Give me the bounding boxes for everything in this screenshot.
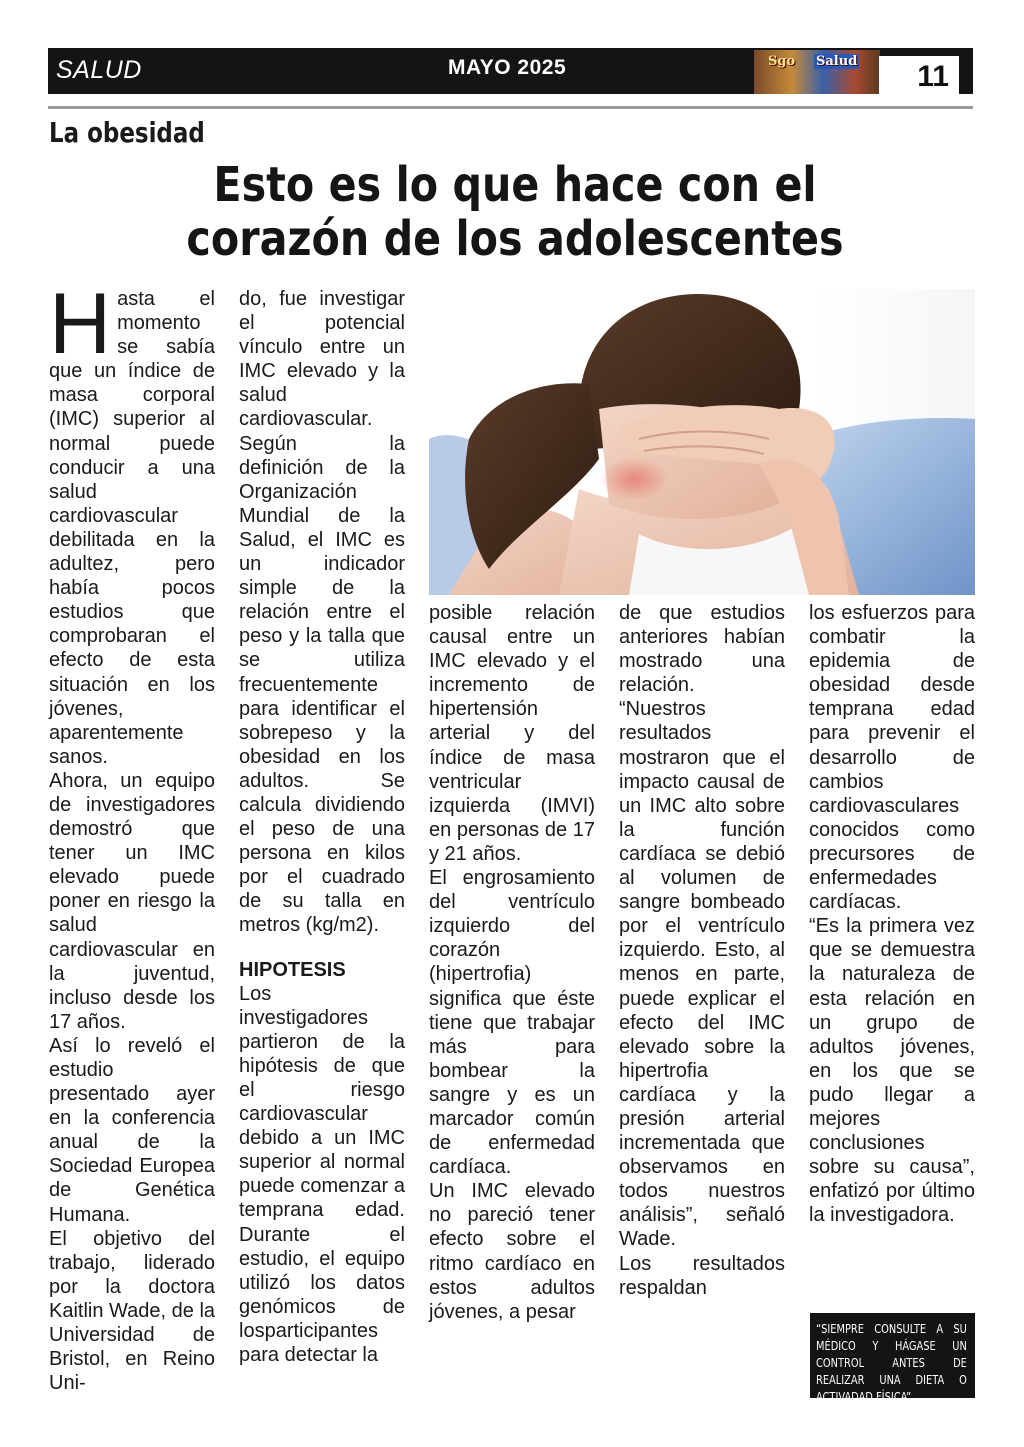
article-kicker: La obesidad: [49, 116, 205, 149]
article-headline: Esto es lo que hace con el corazón de los adolescentes: [186, 157, 844, 267]
header-bar: [48, 48, 973, 94]
article-column-3: [429, 601, 595, 1324]
paragraph: Los resultados respaldan: [619, 1252, 785, 1299]
paragraph: “Es la primera vez que se demuestra la naturaleza de esta relación en un grupo de adultos jóvenes, en los que se pudo llegar a mejores conclusiones sobre su causa”, enfatizó por último la investigadora.: [809, 915, 975, 1227]
paragraph: do, fue investigar el potencial vínculo entre un IMC elevado y la salud cardiovascular.: [239, 288, 405, 431]
article-column-5: [809, 601, 975, 1227]
section-subheading: HIPOTESIS: [239, 958, 346, 981]
paragraph: El engrosamiento del ventrículo izquierdo del corazón (hipertrofia) significa que éste tiene que trabajar más para bombear la sangre y es un marcador común de enfermedad cardíaca.: [429, 867, 595, 1179]
issue-date: MAYO 2025: [448, 56, 567, 79]
logo-text-2: Salud: [816, 54, 858, 69]
article-column-1: [49, 276, 216, 1395]
photo-illustration: [429, 289, 975, 595]
article-photo: [429, 289, 975, 595]
paragraph: posible relación causal entre un IMC elevado y el incremento de hipertensión arterial y del índice de masa ventricular izquierda (IMVI) en personas de 17 y 21 años.: [429, 602, 595, 865]
article-column-2: [239, 287, 405, 1367]
page-number: 11: [917, 60, 949, 93]
paragraph: El objetivo del trabajo, liderado por la doctora Kaitlin Wade, de la Universidad de Bristol, en Reino Uni-: [49, 1227, 216, 1395]
paragraph: “Nuestros resultados mostraron que el impacto causal de un IMC alto sobre la función cardíaca se debió al volumen de sangre bombeado por el ventrículo izquierdo. Esto, al menos en parte, puede explicar el efecto del IMC elevado sobre la hipertrofia cardíaca y la presión arterial incrementada que observamos en todos nuestros análisis”, señaló Wade.: [619, 698, 785, 1251]
publication-logo: [754, 50, 880, 94]
advice-callout-text: “SIEMPRE CONSULTE A SU MÉDICO Y HÁGASE UN CONTROL ANTES DE REALIZAR UNA DIETA O ACTIVADAD FÍSICA”: [816, 1322, 967, 1404]
article-column-4: [619, 601, 785, 1300]
paragraph: Según la definición de la Organización Mundial de la Salud, el IMC es un indicador simple de la relación entre el peso y la talla que se utiliza frecuentemente para identificar el sobrepeso y la obesidad en los adultos. Se calcula dividiendo el peso de una persona en kilos por el cuadrado de su talla en metros (kg/m2).: [239, 432, 405, 937]
paragraph: los esfuerzos para combatir la epidemia de obesidad desde temprana edad para prevenir el desarrollo de cambios cardiovasculares conocidos como precursores de enfermedades cardíacas.: [809, 602, 975, 914]
header-rule: [48, 106, 973, 109]
logo-text-1: Sgo: [768, 54, 796, 69]
paragraph: Así lo reveló el estudio presentado ayer en la conferencia anual de la Sociedad Europea de Genética Humana.: [49, 1034, 215, 1226]
page-number-box: [879, 56, 959, 94]
paragraph: Un IMC elevado no pareció tener efecto sobre el ritmo cardíaco en estos adultos jóvenes, a pesar: [429, 1180, 595, 1323]
advice-callout-box: [810, 1313, 975, 1404]
paragraph: Ahora, un equipo de investigadores demostró que tener un IMC elevado puede poner en riesgo la salud cardiovascular en la juventud, incluso desde los 17 años.: [49, 769, 215, 1033]
drop-cap: H: [49, 276, 112, 372]
section-label: SALUD: [56, 56, 142, 84]
paragraph: asta el momento se sabía que un índice de masa corporal (IMC) superior al normal puede conducir a una salud cardiovascular debilitada en la adultez, pero había pocos estudios que comprobaran el efecto de esta situación en los jóvenes, aparentemente sanos.: [49, 288, 215, 768]
paragraph: Los investigadores partieron de la hipótesis de que el riesgo cardiovascular debido a un IMC superior al normal puede comenzar a temprana edad. Durante el estudio, el equipo utilizó los datos genómicos de losparticipantes para detectar la: [239, 982, 405, 1367]
paragraph: de que estudios anteriores habían mostrado una relación.: [619, 602, 785, 697]
